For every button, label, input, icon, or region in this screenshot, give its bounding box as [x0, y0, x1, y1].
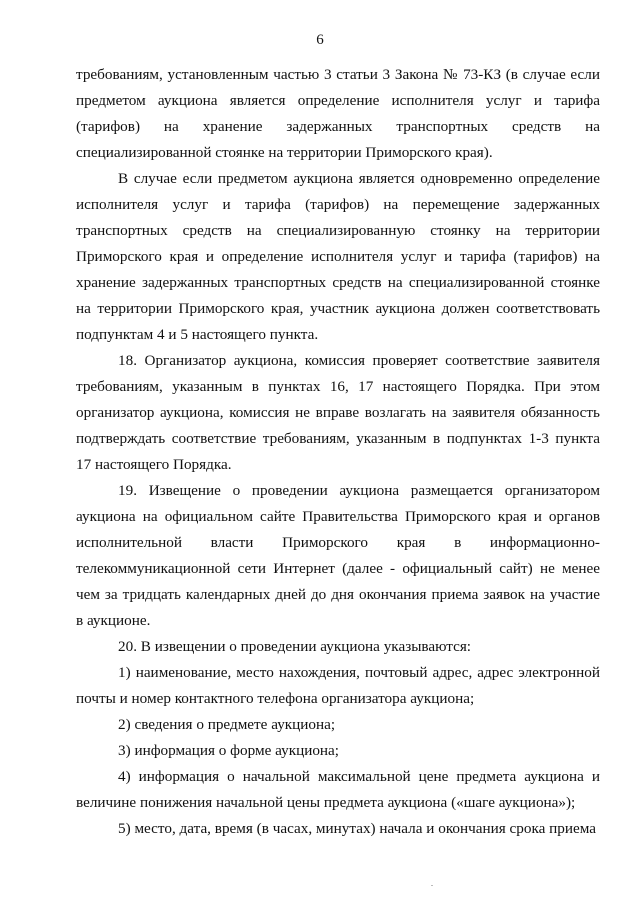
- text-line: величине понижения начальной цены предмета аукциона («шаге аукциона»);: [76, 794, 576, 811]
- paragraph-20: [76, 634, 600, 660]
- paragraph-20-1: [76, 660, 600, 712]
- text-line: 3) информация о форме аукциона;: [118, 742, 340, 759]
- text-line: в аукционе.: [76, 612, 151, 629]
- text-line: 18. Организатор аукциона, комиссия проверяет соответствие заявителя: [118, 352, 600, 369]
- text-line: исполнительной власти Приморского края в информационно-: [76, 534, 600, 551]
- text-line: телекоммуникационной сети Интернет (далее - официальный сайт) не менее: [76, 560, 600, 577]
- text-line: хранение задержанных транспортных средств на специализированной стоянке: [76, 274, 600, 291]
- text-line: аукциона на официальном сайте Правительства Приморского края и органов: [76, 508, 600, 525]
- text-line: 4) информация о начальной максимальной цене предмета аукциона и: [118, 768, 600, 785]
- text-line: исполнителя услуг и тарифа (тарифов) на перемещение задержанных: [76, 196, 600, 213]
- paragraph-20-5: [76, 816, 600, 842]
- paragraph-20-2: [76, 712, 600, 738]
- paragraph-19: [76, 478, 600, 634]
- text-line: транспортных средств на специализированную стоянку на территории: [76, 222, 600, 239]
- text-line: подтверждать соответствие требованиям, указанным в подпунктах 1-3 пункта: [76, 430, 600, 447]
- text-line: 1) наименование, место нахождения, почтовый адрес, адрес электронной: [118, 664, 600, 681]
- paragraph-18: [76, 348, 600, 478]
- text-line: В случае если предметом аукциона является одновременно определение: [118, 170, 600, 187]
- document-body: [76, 62, 600, 842]
- text-line: требованиям, установленным частью 3 статьи 3 Закона № 73-КЗ (в случае если: [76, 66, 600, 83]
- paragraph-20-3: [76, 738, 600, 764]
- text-line: чем за тридцать календарных дней до дня окончания приема заявок на участие: [76, 586, 600, 603]
- text-line: 17 настоящего Порядка.: [76, 456, 232, 473]
- text-line: предметом аукциона является определение исполнителя услуг и тарифа: [76, 92, 600, 109]
- text-line: почты и номер контактного телефона организатора аукциона;: [76, 690, 475, 707]
- text-line: 20. В извещении о проведении аукциона указываются:: [118, 638, 472, 655]
- scan-artifact: [431, 885, 433, 886]
- text-line: 19. Извещение о проведении аукциона размещается организатором: [118, 482, 600, 499]
- text-line: (тарифов) на хранение задержанных транспортных средств на: [76, 118, 600, 135]
- page-number: 6: [316, 32, 324, 48]
- text-line: Приморского края и определение исполнителя услуг и тарифа (тарифов) на: [76, 248, 600, 265]
- text-line: 5) место, дата, время (в часах, минутах) начала и окончания срока приема: [118, 820, 597, 837]
- text-line: подпунктам 4 и 5 настоящего пункта.: [76, 326, 319, 343]
- text-line: на территории Приморского края, участник аукциона должен соответствовать: [76, 300, 600, 317]
- paragraph-20-4: [76, 764, 600, 816]
- text-line: организатор аукциона, комиссия не вправе возлагать на заявителя обязанность: [76, 404, 600, 421]
- text-line: 2) сведения о предмете аукциона;: [118, 716, 336, 733]
- paragraph-simultaneous: [76, 166, 600, 348]
- text-line: требованиям, указанным в пунктах 16, 17 настоящего Порядка. При этом: [76, 378, 600, 395]
- paragraph-continued: [76, 62, 600, 166]
- text-line: специализированной стоянке на территории Приморского края).: [76, 144, 493, 161]
